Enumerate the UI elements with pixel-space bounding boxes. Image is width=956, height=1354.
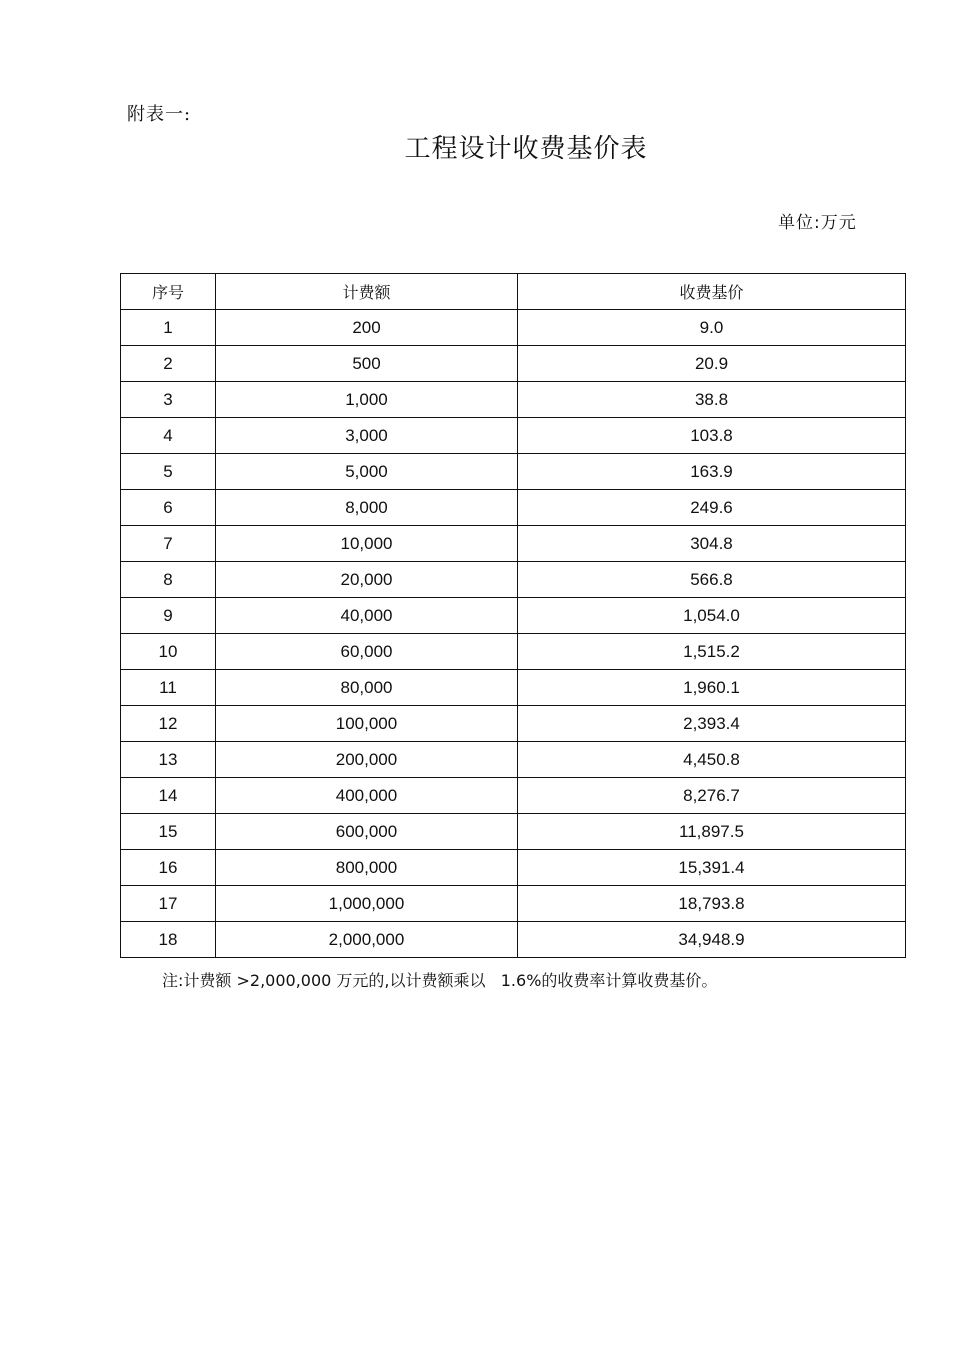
- cell-fee-amount: 600,000: [216, 814, 518, 850]
- cell-seq: 10: [121, 634, 216, 670]
- table-row: [121, 778, 906, 814]
- cell-base-fee: 38.8: [518, 382, 906, 418]
- cell-fee-amount: 5,000: [216, 454, 518, 490]
- table-body: [121, 310, 906, 958]
- cell-base-fee: 15,391.4: [518, 850, 906, 886]
- table-row: [121, 742, 906, 778]
- cell-seq: 3: [121, 382, 216, 418]
- cell-seq: 8: [121, 562, 216, 598]
- table-row: [121, 454, 906, 490]
- table-row: [121, 814, 906, 850]
- cell-seq: 16: [121, 850, 216, 886]
- page-title: 工程设计收费基价表: [404, 134, 648, 164]
- table-row: [121, 598, 906, 634]
- cell-base-fee: 103.8: [518, 418, 906, 454]
- cell-seq: 1: [121, 310, 216, 346]
- cell-base-fee: 1,515.2: [518, 634, 906, 670]
- cell-seq: 11: [121, 670, 216, 706]
- cell-fee-amount: 100,000: [216, 706, 518, 742]
- unit-label: 单位:万元: [778, 213, 857, 233]
- table-row: [121, 706, 906, 742]
- cell-fee-amount: 500: [216, 346, 518, 382]
- cell-seq: 15: [121, 814, 216, 850]
- cell-seq: 9: [121, 598, 216, 634]
- table-row: [121, 346, 906, 382]
- cell-fee-amount: 200: [216, 310, 518, 346]
- cell-seq: 2: [121, 346, 216, 382]
- cell-seq: 14: [121, 778, 216, 814]
- cell-fee-amount: 40,000: [216, 598, 518, 634]
- cell-base-fee: 249.6: [518, 490, 906, 526]
- cell-fee-amount: 2,000,000: [216, 922, 518, 958]
- cell-base-fee: 1,960.1: [518, 670, 906, 706]
- cell-fee-amount: 60,000: [216, 634, 518, 670]
- cell-seq: 4: [121, 418, 216, 454]
- cell-fee-amount: 1,000,000: [216, 886, 518, 922]
- cell-base-fee: 9.0: [518, 310, 906, 346]
- cell-base-fee: 1,054.0: [518, 598, 906, 634]
- table-row: [121, 490, 906, 526]
- cell-base-fee: 304.8: [518, 526, 906, 562]
- cell-seq: 12: [121, 706, 216, 742]
- cell-fee-amount: 800,000: [216, 850, 518, 886]
- cell-fee-amount: 10,000: [216, 526, 518, 562]
- table-row: [121, 526, 906, 562]
- header-fee-amount: 计费额: [216, 274, 518, 310]
- table-row: [121, 562, 906, 598]
- table-row: [121, 850, 906, 886]
- cell-base-fee: 20.9: [518, 346, 906, 382]
- cell-fee-amount: 1,000: [216, 382, 518, 418]
- table-row: [121, 886, 906, 922]
- cell-fee-amount: 80,000: [216, 670, 518, 706]
- cell-base-fee: 8,276.7: [518, 778, 906, 814]
- table-row: [121, 310, 906, 346]
- cell-fee-amount: 200,000: [216, 742, 518, 778]
- cell-base-fee: 11,897.5: [518, 814, 906, 850]
- table-row: [121, 670, 906, 706]
- cell-base-fee: 566.8: [518, 562, 906, 598]
- header-base-fee: 收费基价: [518, 274, 906, 310]
- cell-base-fee: 18,793.8: [518, 886, 906, 922]
- cell-fee-amount: 20,000: [216, 562, 518, 598]
- appendix-label: 附表一:: [127, 104, 192, 125]
- cell-fee-amount: 8,000: [216, 490, 518, 526]
- table-row: [121, 382, 906, 418]
- cell-base-fee: 2,393.4: [518, 706, 906, 742]
- table-row: [121, 634, 906, 670]
- fee-table: [120, 273, 906, 958]
- cell-seq: 7: [121, 526, 216, 562]
- footnote: 注:计费额 >2,000,000 万元的,以计费额乘以 1.6%的收费率计算收费基价。: [162, 971, 718, 990]
- cell-fee-amount: 400,000: [216, 778, 518, 814]
- cell-seq: 6: [121, 490, 216, 526]
- cell-seq: 5: [121, 454, 216, 490]
- table-row: [121, 922, 906, 958]
- cell-seq: 18: [121, 922, 216, 958]
- header-seq: 序号: [121, 274, 216, 310]
- cell-base-fee: 34,948.9: [518, 922, 906, 958]
- cell-seq: 13: [121, 742, 216, 778]
- cell-base-fee: 4,450.8: [518, 742, 906, 778]
- cell-base-fee: 163.9: [518, 454, 906, 490]
- table-row: [121, 418, 906, 454]
- cell-seq: 17: [121, 886, 216, 922]
- cell-fee-amount: 3,000: [216, 418, 518, 454]
- table-header-row: [121, 274, 906, 310]
